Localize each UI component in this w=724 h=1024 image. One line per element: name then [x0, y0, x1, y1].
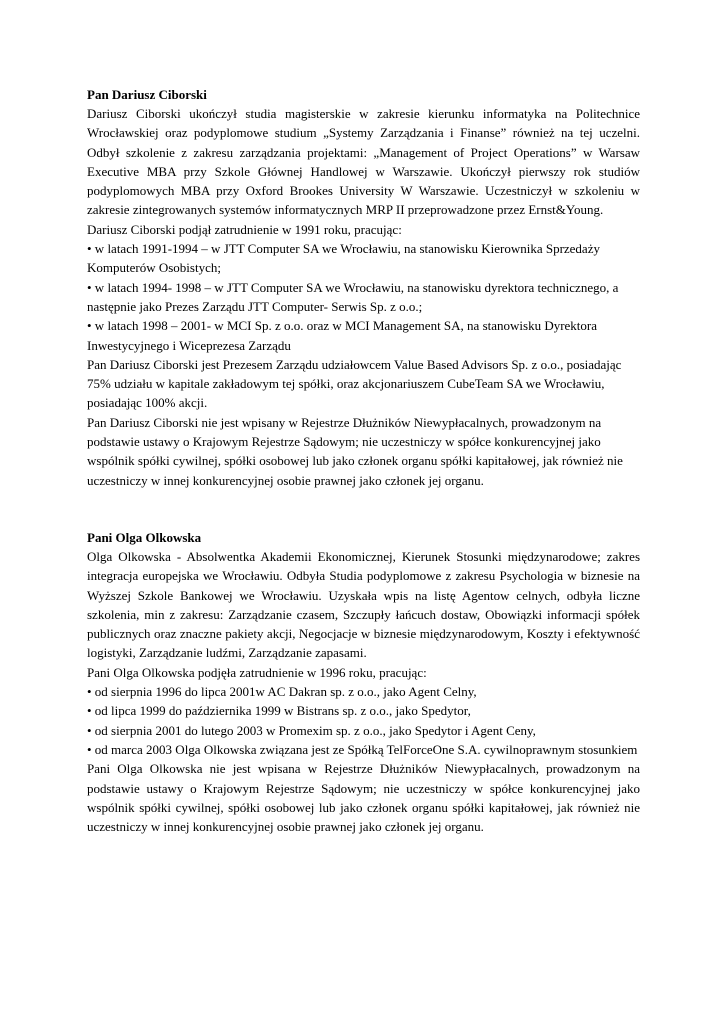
employment-intro: Dariusz Ciborski podjął zatrudnienie w 1991 roku, pracując: [87, 221, 402, 237]
employment-item: • w latach 1991-1994 – w JTT Computer SA we Wrocławiu, na stanowisku Kierownika Sprzedaży Komputerów Osobistych; [87, 241, 600, 276]
employment-item: • od lipca 1999 do października 1999 w Bistrans sp. z o.o., jako Spedytor, [87, 703, 471, 719]
employment-item: • od sierpnia 2001 do lutego 2003 w Promexim sp. z o.o., jako Spedytor i Agent Ceny, [87, 722, 536, 738]
employment-item: • w latach 1994- 1998 – w JTT Computer SA we Wrocławiu, na stanowisku dyrektora technicznego, a następnie jako Prezes Zarządu JTT Computer- Serwis Sp. z o.o.; [87, 279, 619, 314]
statement-paragraph: Pan Dariusz Ciborski nie jest wpisany w Rejestrze Dłużników Niewypłacalnych, prowadzonym na podstawie ustawy o Krajowym Rejestrze Sądowym; nie uczestniczy w spółce konkurencyjnej jako wspólnik spółki cywilnej, spółki osobowej lub jako członek organu spółki kapitałowej, jak również nie uczestniczy w innej konkurencyjnej osobie prawnej jako członek jej organu. [87, 414, 623, 488]
section-heading: Pan Dariusz Ciborski [87, 87, 207, 102]
employment-item: • od sierpnia 1996 do lipca 2001w AC Dakran sp. z o.o., jako Agent Celny, [87, 684, 477, 700]
bio-paragraph: Dariusz Ciborski ukończył studia magisterskie w zakresie kierunku informatyka na Politechnice Wrocławskiej oraz podyplomowe studium „Systemy Zarządzania i Finanse” również na tej uczelni. Odbył szkolenie z zakresu zarządzania projektami: „Management of Project Operations” w Warsaw Executive MBA przy Szkole Głównej Handlowej w Warszawie. Ukończył pierwszy rok studiów podyplomowych MBA przy Oxford Brookes University W Warszawie. Uczestniczył w szkoleniu w zakresie zintegrowanych systemów informatycznych MRP II przeprowadzone przez Ernst&Young. [87, 106, 640, 218]
employment-item: • od marca 2003 Olga Olkowska związana jest ze Spółką TelForceOne S.A. cywilnoprawnym stosunkiem [87, 741, 638, 757]
section-olga-olkowska [87, 528, 640, 836]
employment-item: • w latach 1998 – 2001- w MCI Sp. z o.o. oraz w MCI Management SA, na stanowisku Dyrektora Inwestycyjnego i Wiceprezesa Zarządu [87, 318, 598, 353]
employment-intro: Pani Olga Olkowska podjęła zatrudnienie w 1996 roku, pracując: [87, 664, 427, 680]
section-dariusz-ciborski [87, 85, 640, 490]
document-page [87, 85, 640, 836]
holdings-paragraph: Pan Dariusz Ciborski jest Prezesem Zarządu udziałowcem Value Based Advisors Sp. z o.o., posiadając 75% udziału w kapitale zakładowym tej spółki, oraz akcjonariuszem CubeTeam SA we Wrocławiu, posiadając 100% akcji. [87, 356, 622, 411]
section-heading: Pani Olga Olkowska [87, 529, 202, 545]
section-spacer [87, 490, 640, 528]
bio-paragraph: Olga Olkowska - Absolwentka Akademii Ekonomicznej, Kierunek Stosunki międzynarodowe; zakres integracja europejska we Wrocławiu. Odbyła Studia podyplomowe z zakresu Psychologia w biznesie na Wyższej Szkole Bankowej we Wrocławiu. Uzyskała wpis na listę Agentow celnych, odbyła liczne szkolenia, min z zakresu: Zarządzanie czasem, Szczupły łańcuch dostaw, Obowiązki informacji spółek publicznych oraz znaczne pakiety akcji, Negocjacje w biznesie międzynarodowym, Koszty i efektywność logistyki, Zarządzanie ludźmi, Zarządzanie zapasami. [87, 548, 640, 661]
statement-paragraph: Pani Olga Olkowska nie jest wpisana w Rejestrze Dłużników Niewypłacalnych, prowadzonym na podstawie ustawy o Krajowym Rejestrze Sądowym; nie uczestniczy w spółce konkurencyjnej jako wspólnik spółki cywilnej, spółki osobowej lub jako członek organu spółki kapitałowej, jak również nie uczestniczy w innej konkurencyjnej osobie prawnej jako członek jej organu. [87, 761, 640, 835]
